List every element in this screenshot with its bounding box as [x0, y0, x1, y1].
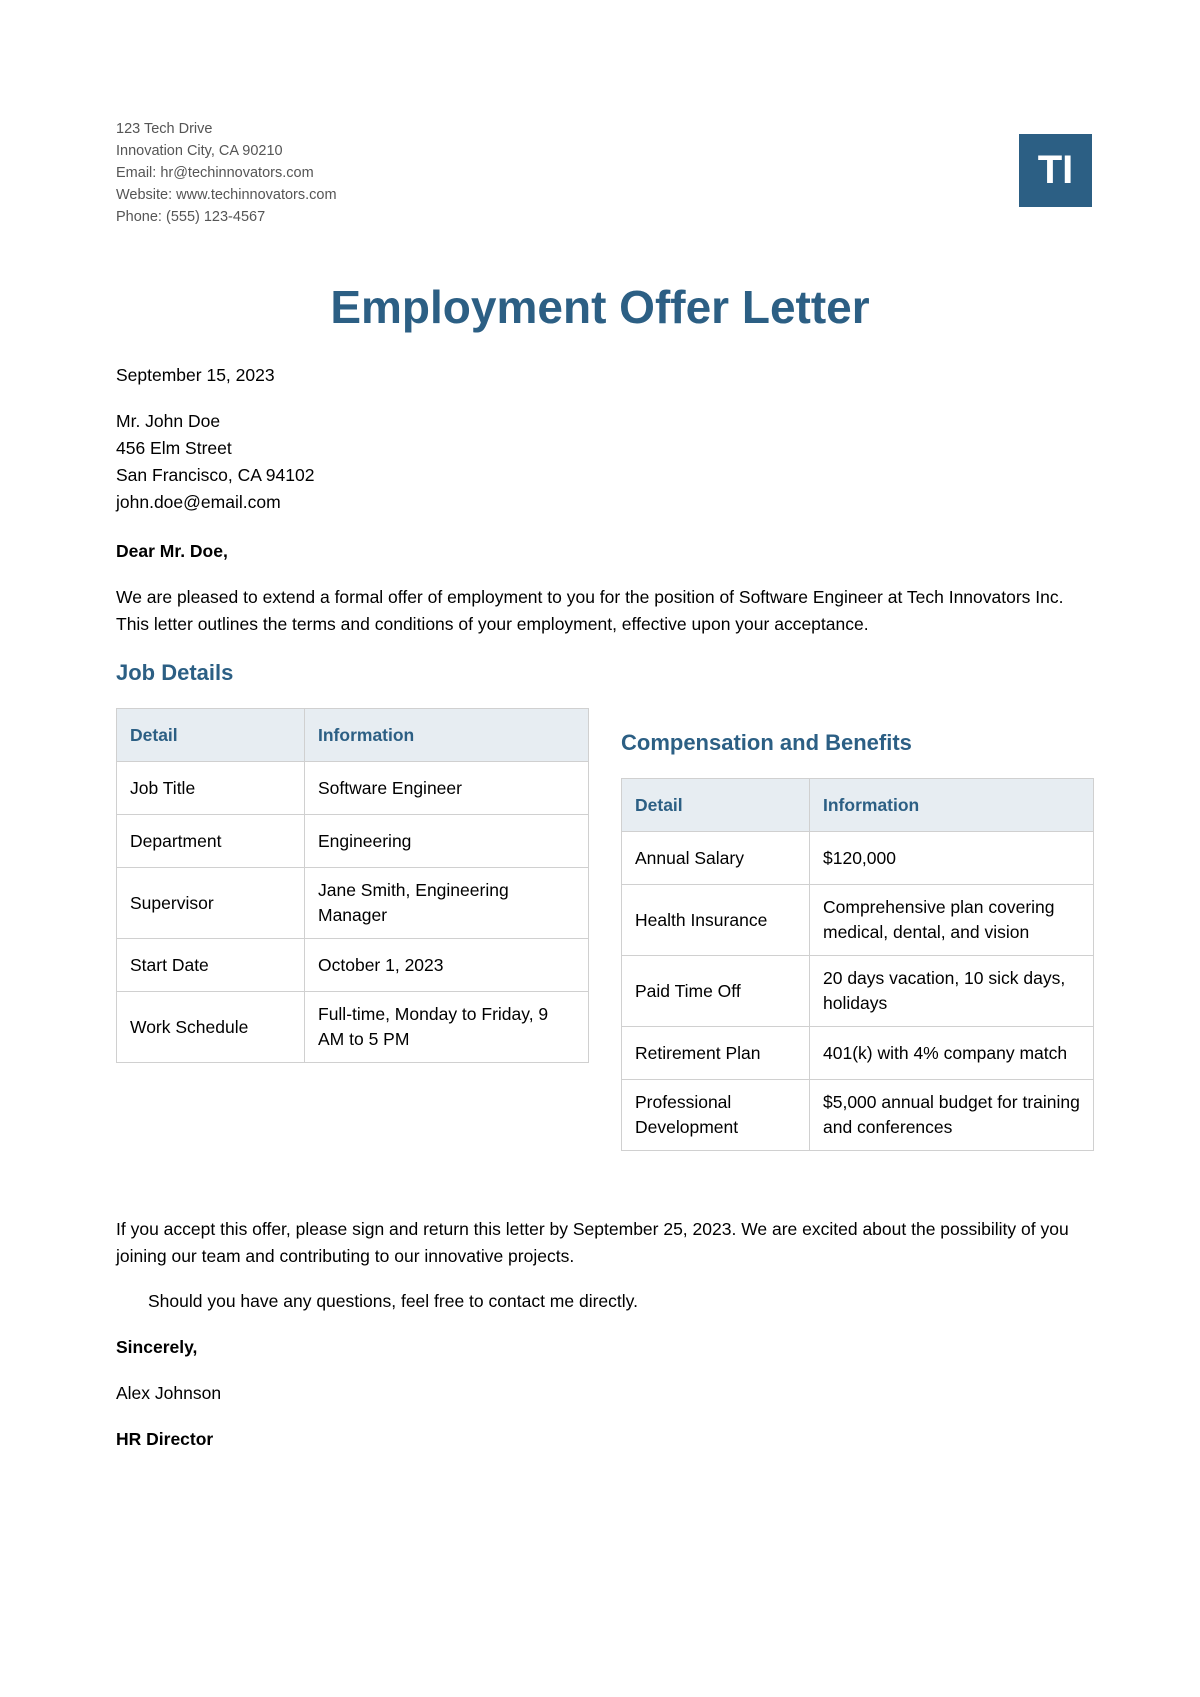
- job-details-table: [116, 708, 589, 1063]
- table-row: [117, 939, 589, 992]
- table-row: [117, 815, 589, 868]
- cell-detail: Work Schedule: [117, 992, 305, 1063]
- table-header-row: [117, 709, 589, 762]
- salutation: Dear Mr. Doe,: [116, 541, 228, 561]
- job-details-heading: Job Details: [116, 660, 234, 685]
- cell-info: Software Engineer: [305, 762, 589, 815]
- address-line: Phone: (555) 123-4567: [116, 209, 266, 225]
- cell-info: Comprehensive plan covering medical, dental, and vision: [810, 885, 1094, 956]
- intro-paragraph: We are pleased to extend a formal offer of employment to you for the position of Software Engineer at Tech Innovators Inc. This letter outlines the terms and conditions of your employment, effective upon your acceptance.: [116, 587, 1064, 634]
- cell-info: 401(k) with 4% company match: [810, 1027, 1094, 1080]
- compensation-heading: Compensation and Benefits: [621, 730, 912, 755]
- cell-detail: Annual Salary: [622, 832, 810, 885]
- cell-info: $5,000 annual budget for training and conferences: [810, 1080, 1094, 1151]
- signer-name: Alex Johnson: [116, 1383, 222, 1403]
- compensation-table: [621, 778, 1094, 1151]
- table-row: [622, 885, 1094, 956]
- table-row: [622, 956, 1094, 1027]
- cell-detail: Professional Development: [622, 1080, 810, 1151]
- cell-detail: Supervisor: [117, 868, 305, 939]
- cell-detail: Paid Time Off: [622, 956, 810, 1027]
- cell-detail: Department: [117, 815, 305, 868]
- recipient-line: 456 Elm Street: [116, 438, 232, 458]
- table-row: [622, 832, 1094, 885]
- table-row: [622, 1080, 1094, 1151]
- page-title: Employment Offer Letter: [330, 281, 870, 333]
- address-line: 123 Tech Drive: [116, 121, 213, 137]
- column-header: Detail: [622, 779, 810, 832]
- cell-info: Jane Smith, Engineering Manager: [305, 868, 589, 939]
- signoff: Sincerely,: [116, 1337, 198, 1357]
- cell-detail: Retirement Plan: [622, 1027, 810, 1080]
- recipient-line: Mr. John Doe: [116, 411, 221, 431]
- table-row: [117, 868, 589, 939]
- table-row: [117, 762, 589, 815]
- company-logo: TI: [1019, 134, 1092, 207]
- cell-info: $120,000: [810, 832, 1094, 885]
- column-header: Information: [305, 709, 589, 762]
- table-row: [117, 992, 589, 1063]
- cell-detail: Job Title: [117, 762, 305, 815]
- recipient-line: john.doe@email.com: [116, 492, 281, 512]
- cell-info: Engineering: [305, 815, 589, 868]
- column-header: Detail: [117, 709, 305, 762]
- recipient-line: San Francisco, CA 94102: [116, 465, 315, 485]
- cell-info: October 1, 2023: [305, 939, 589, 992]
- sender-address: [116, 118, 337, 228]
- letter-date: September 15, 2023: [116, 365, 275, 385]
- cell-info: 20 days vacation, 10 sick days, holidays: [810, 956, 1094, 1027]
- cell-info: Full-time, Monday to Friday, 9 AM to 5 PM: [305, 992, 589, 1063]
- signer-title: HR Director: [116, 1429, 214, 1449]
- recipient-block: [116, 408, 314, 516]
- closing-paragraph: If you accept this offer, please sign and return this letter by September 25, 2023. We are excited about the possibility of you joining our team and contributing to our innovative projects.: [116, 1219, 1069, 1266]
- address-line: Innovation City, CA 90210: [116, 143, 283, 159]
- address-line: Website: www.techinnovators.com: [116, 187, 337, 203]
- table-header-row: [622, 779, 1094, 832]
- table-row: [622, 1027, 1094, 1080]
- cell-detail: Start Date: [117, 939, 305, 992]
- cell-detail: Health Insurance: [622, 885, 810, 956]
- address-line: Email: hr@techinnovators.com: [116, 165, 314, 181]
- questions-line: Should you have any questions, feel free to contact me directly.: [148, 1291, 638, 1311]
- column-header: Information: [810, 779, 1094, 832]
